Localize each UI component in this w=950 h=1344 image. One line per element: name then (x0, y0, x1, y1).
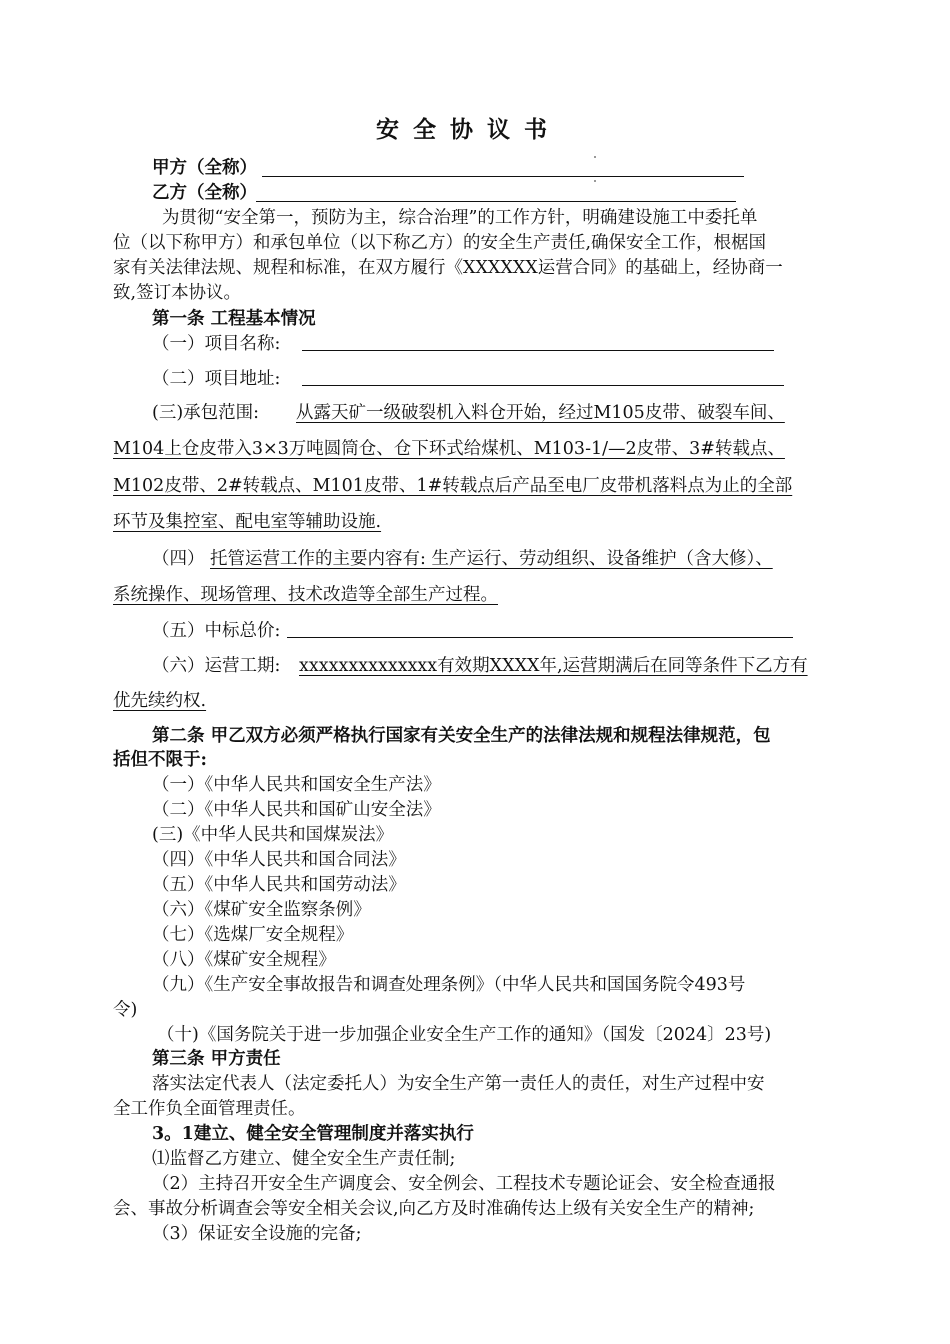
period-line: xxxxxxxxxxxxxx有效期XXXX年,运营期满后在同等条件下乙方有 (299, 656, 808, 676)
law-item: 令) (113, 1000, 138, 1020)
article-1-heading: 第一条 工程基本情况 (152, 309, 316, 329)
duty-item: （2）主持召开安全生产调度会、安全例会、工程技术专题论证会、安全检查通报 (152, 1174, 776, 1194)
law-item: （五）《中华人民共和国劳动法》 (152, 875, 406, 895)
project-name-label: （一）项目名称: (152, 334, 281, 354)
law-item: （一）《中华人民共和国安全生产法》 (152, 775, 441, 795)
duty-item: 会、事故分析调查会等安全相关会议,向乙方及时准确传达上级有关安全生产的精神; (113, 1199, 755, 1219)
law-item: （六）《煤矿安全监察条例》 (152, 900, 371, 920)
law-item: (三)《中华人民共和国煤炭法》 (152, 825, 394, 845)
intro-line: 致,签订本协议。 (113, 283, 242, 303)
price-blank (287, 637, 793, 638)
law-item: （二）《中华人民共和国矿山安全法》 (152, 800, 441, 820)
intro-line: 为贯彻“安全第一，预防为主，综合治理”的工作方针，明确建设施工中委托单 (162, 208, 758, 228)
article-3-heading: 第三条 甲方责任 (152, 1049, 281, 1069)
project-name-blank (302, 350, 774, 351)
intro-line: 家有关法律法规、规程和标准，在双方履行《XXXXXX运营合同》的基础上，经协商一 (113, 258, 783, 278)
scan-mark (594, 180, 596, 182)
article-2-heading: 括但不限于: (113, 750, 207, 770)
doc-title: 安全协议书 (376, 116, 561, 143)
party-a-label: 甲方（全称） (152, 158, 257, 178)
scope-line: 从露天矿一级破裂机入料仓开始，经过M105皮带、破裂车间、 (296, 403, 785, 423)
content-label: （四） (152, 549, 205, 569)
content-line: 托管运营工作的主要内容有: 生产运行、劳动组织、设备维护（含大修）、 (210, 549, 773, 569)
article-3-intro: 落实法定代表人（法定委托人）为安全生产第一责任人的责任，对生产过程中安 (152, 1074, 765, 1094)
law-item: （十)《国务院关于进一步加强企业安全生产工作的通知》（国发〔2024〕23号) (157, 1025, 772, 1045)
project-address-blank (302, 385, 784, 386)
law-item: （七）《选煤厂安全规程》 (152, 925, 354, 945)
party-a-blank (262, 176, 744, 177)
content-line: 系统操作、现场管理、技术改造等全部生产过程。 (113, 585, 498, 605)
party-b-label: 乙方（全称） (152, 183, 257, 203)
period-line: 优先续约权. (113, 691, 207, 711)
period-label: （六）运营工期: (152, 656, 281, 676)
scope-line: 环节及集控室、配电室等辅助设施. (113, 512, 382, 532)
party-b-blank (256, 201, 736, 202)
law-item: （八）《煤矿安全规程》 (152, 950, 336, 970)
scope-line: M102皮带、2#转载点、M101皮带、1#转载点后产品至电厂皮带机落料点为止的全部 (113, 476, 793, 496)
scope-line: M104上仓皮带入3×3万吨圆筒仓、仓下环式给煤机、M103-1/—2皮带、3#转载点、 (113, 439, 785, 459)
duty-item: （3）保证安全设施的完备; (152, 1224, 362, 1244)
article-3-intro: 全工作负全面管理责任。 (113, 1099, 306, 1119)
article-2-heading: 第二条 甲乙双方必须严格执行国家有关安全生产的法律法规和规程法律规范，包 (152, 726, 771, 746)
price-label: （五）中标总价: (152, 621, 281, 641)
scan-mark (594, 156, 596, 158)
scope-label: (三)承包范围: (152, 403, 260, 423)
duty-item: ⑴监督乙方建立、健全安全生产责任制; (152, 1149, 456, 1169)
intro-line: 位（以下称甲方）和承包单位（以下称乙方）的安全生产责任,确保安全工作，根椐国 (113, 233, 767, 253)
project-address-label: （二）项目地址: (152, 369, 281, 389)
law-item: （四）《中华人民共和国合同法》 (152, 850, 406, 870)
law-item: （九）《生产安全事故报告和调查处理条例》（中华人民共和国国务院令493号 (152, 975, 746, 995)
section-3-1-heading: 3。1建立、健全安全管理制度并落实执行 (152, 1124, 474, 1144)
